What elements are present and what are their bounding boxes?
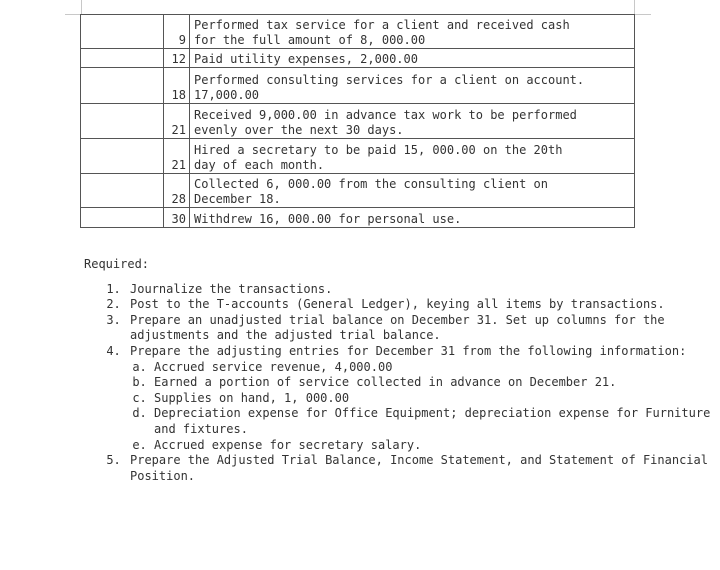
transaction-day: 28 [164,174,190,208]
list-item: c. Supplies on hand, 1, 000.00 [154,391,720,407]
table-row [81,208,635,228]
transaction-day: 30 [164,208,190,228]
list-item: 3. Prepare an unadjusted trial balance on December 31. Set up columns for the adjustments and the adjusted trial balance. [128,313,720,344]
required-section [84,257,720,484]
table-row [81,104,635,139]
table-row [81,49,635,68]
transaction-day: 12 [164,49,190,68]
page-corner-left [65,0,82,15]
list-item: a. Accrued service revenue, 4,000.00 [154,360,720,376]
transaction-description: Collected 6, 000.00 from the consulting client on December 18. [190,174,635,208]
list-item: b. Earned a portion of service collected in advance on December 21. [154,375,720,391]
table-row [81,139,635,174]
required-heading: Required: [84,257,150,271]
list-item: 4. Prepare the adjusting entries for December 31 from the following information: a. Accrued service revenue, 4,000.00 b. Earned a portion of service collected in advance on December 21. c. Supplies on hand, 1, 000.00 d. Depreciation expense for Office Equipment; depreciation expense for Furniture and fixtures. e. Accrued expense for secretary salary. [128,344,720,453]
transaction-day: 21 [164,104,190,139]
transaction-description: Hired a secretary to be paid 15, 000.00 on the 20th day of each month. [190,139,635,174]
transaction-day: 18 [164,68,190,104]
list-item: 5. Prepare the Adjusted Trial Balance, Income Statement, and Statement of Financial Position. [128,453,720,484]
list-item: d. Depreciation expense for Office Equipment; depreciation expense for Furniture and fixtures. [154,406,720,437]
required-list [84,282,720,485]
transaction-day: 9 [164,15,190,49]
table-row [81,68,635,104]
transaction-description: Performed tax service for a client and received cash for the full amount of 8, 000.00 [190,15,635,49]
page-corner-right [634,0,651,15]
transaction-day: 21 [164,139,190,174]
transactions-table [80,14,635,228]
transaction-description: Received 9,000.00 in advance tax work to be performed evenly over the next 30 days. [190,104,635,139]
table-row [81,15,635,49]
list-item: 2. Post to the T-accounts (General Ledger), keying all items by transactions. [128,297,720,313]
list-item: 1. Journalize the transactions. [128,282,720,298]
transaction-description: Paid utility expenses, 2,000.00 [190,49,635,68]
list-item: e. Accrued expense for secretary salary. [154,438,720,454]
adjustments-sublist [130,360,720,454]
transaction-description: Performed consulting services for a client on account. 17,000.00 [190,68,635,104]
transaction-description: Withdrew 16, 000.00 for personal use. [190,208,635,228]
table-row [81,174,635,208]
